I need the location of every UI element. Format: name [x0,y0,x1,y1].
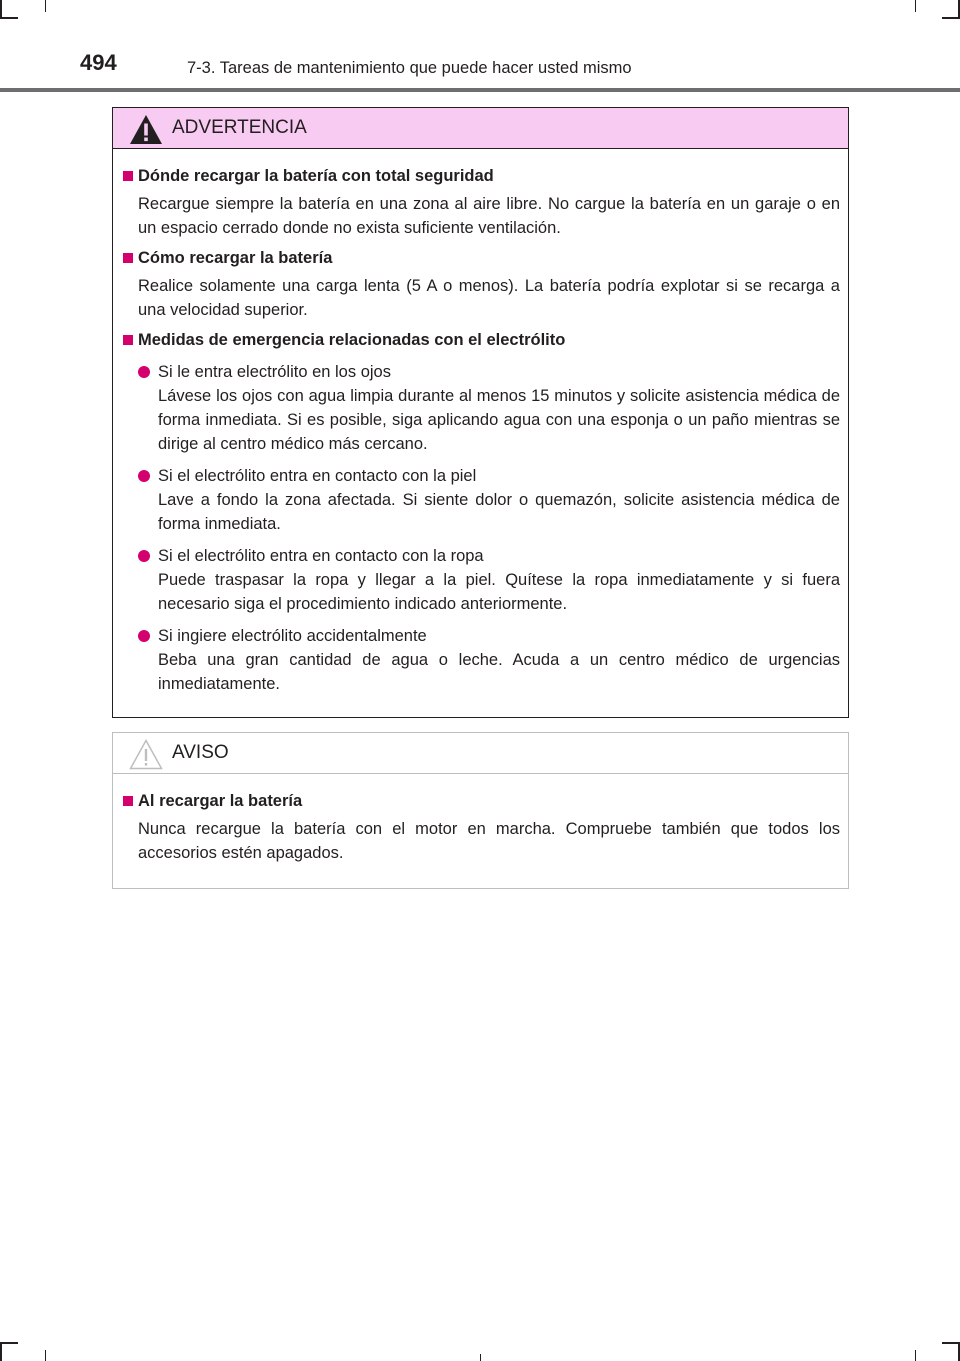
square-bullet-icon [123,171,133,181]
section-heading: Cómo recargar la batería [138,249,333,267]
list-item [123,544,840,616]
notice-section [123,789,840,865]
crop-mark [915,1350,916,1361]
warning-triangle-icon [129,114,163,145]
list-item [123,360,840,456]
circle-bullet-icon [138,630,150,642]
list-item-heading: Si el electrólito entra en contacto con la piel [158,467,477,485]
section-text: Recargue siempre la batería en una zona al aire libre. No cargue la batería en un garaje o en un espacio cerrado donde no exista suficiente ventilación. [138,195,840,237]
section-heading: Al recargar la batería [138,792,303,810]
warning-title: ADVERTENCIA [172,117,307,138]
section-text: Realice solamente una carga lenta (5 A o menos). La batería podría explotar si se recarga a una velocidad superior. [138,277,840,319]
section-title: 7-3. Tareas de mantenimiento que puede hacer usted mismo [187,59,632,77]
square-bullet-icon [123,335,133,345]
list-item [123,624,840,696]
warning-section [123,328,840,696]
warning-body [113,149,848,696]
page-header [0,0,960,92]
section-text: Nunca recargue la batería con el motor en marcha. Compruebe también que todos los accesorios estén apagados. [138,820,840,862]
list-item-text: Lávese los ojos con agua limpia durante al menos 15 minutos y solicite asistencia médica de forma inmediata. Si es posible, siga aplicando agua con una esponja o un paño mientras se dirige al centro médico más cercano. [158,387,840,453]
notice-box [112,732,849,889]
crop-mark [0,1342,18,1344]
warning-box-header [113,108,848,149]
square-bullet-icon [123,253,133,263]
list-item-text: Puede traspasar la ropa y llegar a la piel. Quítese la ropa inmediatamente y si fuera necesario siga el procedimiento indicado anteriormente. [158,571,840,613]
list-item-heading: Si ingiere electrólito accidentalmente [158,627,427,645]
header-rule [0,88,960,92]
circle-bullet-icon [138,470,150,482]
list-item-text: Lave a fondo la zona afectada. Si siente dolor o quemazón, solicite asistencia médica de forma inmediata. [158,491,840,533]
list-item [123,464,840,536]
warning-section [123,164,840,240]
circle-bullet-icon [138,366,150,378]
section-heading: Dónde recargar la batería con total seguridad [138,167,494,185]
list-item-heading: Si le entra electrólito en los ojos [158,363,391,381]
list-item-text: Beba una gran cantidad de agua o leche. Acuda a un centro médico de urgencias inmediatamente. [158,651,840,693]
crop-mark [480,1354,481,1361]
circle-bullet-icon [138,550,150,562]
crop-mark [45,1350,46,1361]
warning-section [123,246,840,322]
square-bullet-icon [123,796,133,806]
page-number: 494 [80,50,117,75]
notice-body [113,774,848,865]
crop-mark [0,1342,2,1361]
notice-title: AVISO [172,742,229,763]
notice-box-header [113,733,848,774]
caution-triangle-outline-icon [129,739,163,770]
section-heading: Medidas de emergencia relacionadas con el electrólito [138,331,566,349]
list-item-heading: Si el electrólito entra en contacto con la ropa [158,547,484,565]
warning-box [112,107,849,718]
